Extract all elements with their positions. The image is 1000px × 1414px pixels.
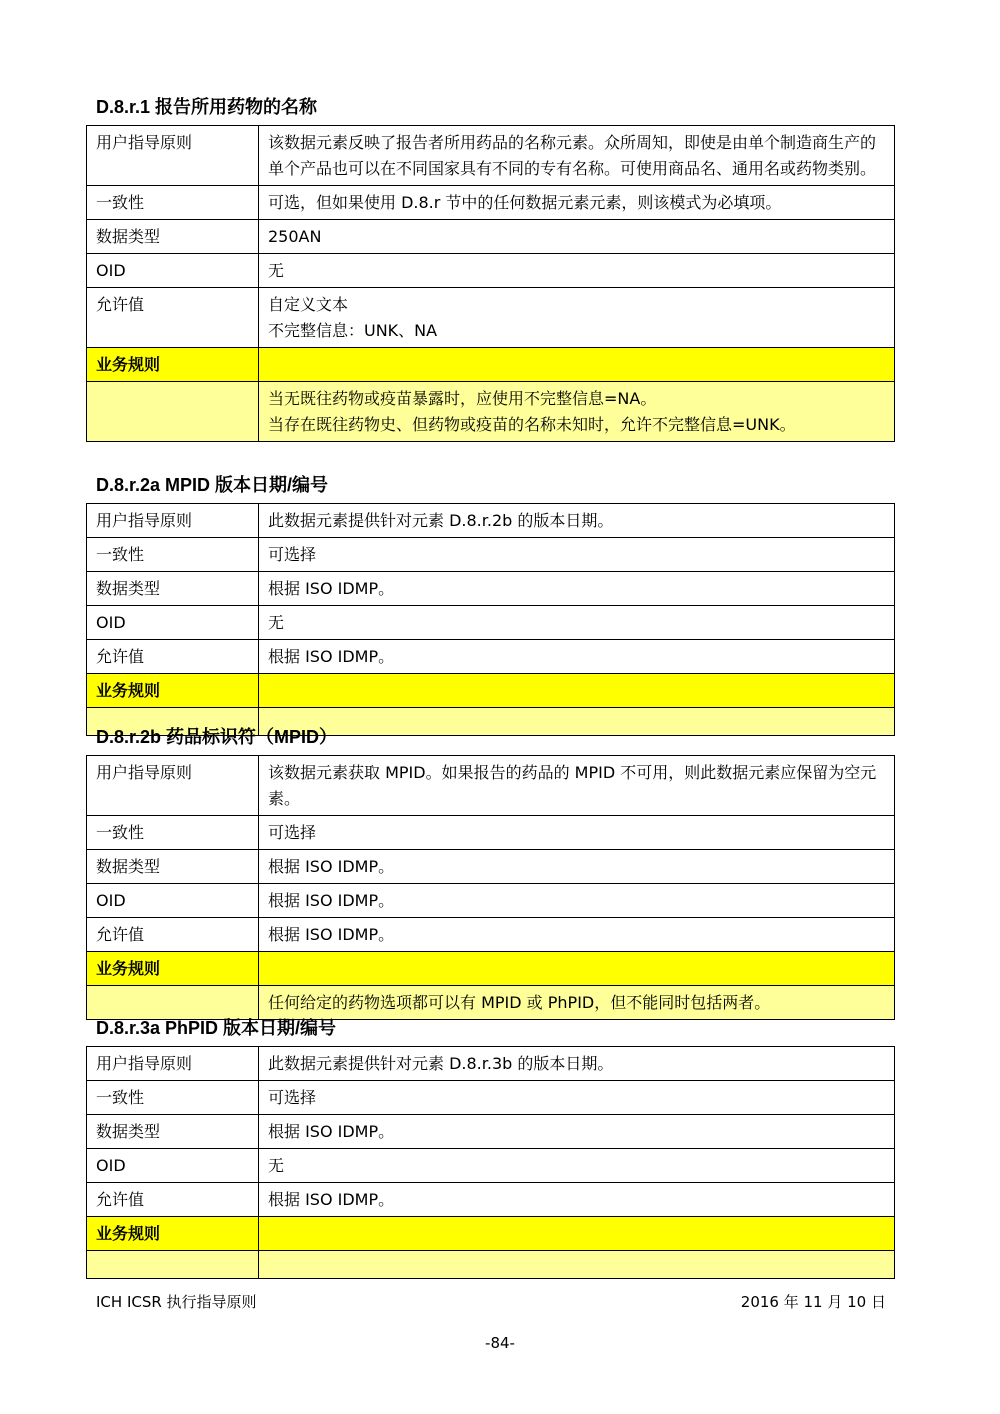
row-label: 一致性 <box>87 816 259 850</box>
spec-table <box>86 1046 895 1279</box>
business-rules-text <box>259 382 895 442</box>
business-rules-label: 业务规则 <box>87 674 259 708</box>
row-value: 此数据元素提供针对元素 D.8.r.3b 的版本日期。 <box>259 1047 895 1081</box>
business-rules-header-empty <box>259 674 895 708</box>
table-row <box>87 1183 895 1217</box>
row-value: 根据 ISO IDMP。 <box>259 640 895 674</box>
row-label: OID <box>87 254 259 288</box>
business-rules-label: 业务规则 <box>87 952 259 986</box>
row-value: 根据 ISO IDMP。 <box>259 572 895 606</box>
row-label: 用户指导原则 <box>87 504 259 538</box>
section-title: D.8.r.2a MPID 版本日期/编号 <box>96 475 329 495</box>
value-line: 不完整信息：UNK、NA <box>268 321 438 340</box>
table-row <box>87 572 895 606</box>
footer-document-title: ICH ICSR 执行指导原则 <box>96 1293 257 1311</box>
table-row <box>87 606 895 640</box>
row-value: 可选择 <box>259 1081 895 1115</box>
table-row <box>87 288 895 348</box>
row-value <box>259 288 895 348</box>
row-value: 根据 ISO IDMP。 <box>259 850 895 884</box>
row-label: 数据类型 <box>87 220 259 254</box>
table-row <box>87 850 895 884</box>
row-value <box>259 254 895 288</box>
table-row <box>87 126 895 186</box>
business-rules-header-row <box>87 674 895 708</box>
row-value: 无 <box>259 606 895 640</box>
value-line: 250AN <box>268 227 322 246</box>
section-title: D.8.r.2b 药品标识符（MPID） <box>96 727 338 747</box>
table-row <box>87 504 895 538</box>
business-rules-header-row <box>87 952 895 986</box>
table-row <box>87 884 895 918</box>
row-value: 无 <box>259 1149 895 1183</box>
row-label: 一致性 <box>87 1081 259 1115</box>
row-value: 根据 ISO IDMP。 <box>259 1183 895 1217</box>
row-label: 允许值 <box>87 918 259 952</box>
row-value: 可选择 <box>259 538 895 572</box>
value-line: 该数据元素反映了报告者所用药品的名称元素。众所周知，即使是由单个制造商生产的单个产品也可以在不同国家具有不同的专有名称。可使用商品名、通用名或药物类别。 <box>268 133 877 178</box>
spec-table <box>86 125 895 442</box>
row-value <box>259 126 895 186</box>
business-rules-header-row <box>87 348 895 382</box>
table-row <box>87 254 895 288</box>
section-d8r2a <box>86 473 895 736</box>
table-row <box>87 816 895 850</box>
section-title: D.8.r.1 报告所用药物的名称 <box>96 97 318 117</box>
footer-date: 2016 年 11 月 10 日 <box>740 1293 886 1311</box>
row-label: 数据类型 <box>87 850 259 884</box>
row-value <box>259 186 895 220</box>
row-value: 可选择 <box>259 816 895 850</box>
row-label: 用户指导原则 <box>87 1047 259 1081</box>
table-row <box>87 186 895 220</box>
table-row <box>87 756 895 816</box>
section-d8r1 <box>86 95 895 442</box>
value-line: 可选，但如果使用 D.8.r 节中的任何数据元素元素，则该模式为必填项。 <box>268 193 782 212</box>
table-row <box>87 1047 895 1081</box>
row-value <box>259 220 895 254</box>
row-label: 数据类型 <box>87 1115 259 1149</box>
business-rules-header-empty <box>259 952 895 986</box>
value-line: 无 <box>268 261 285 280</box>
row-value: 该数据元素获取 MPID。如果报告的药品的 MPID 不可用，则此数据元素应保留为空元素。 <box>259 756 895 816</box>
section-d8r2b <box>86 725 895 1020</box>
business-rules-row <box>87 1251 895 1279</box>
value-line: 自定义文本 <box>268 295 349 314</box>
business-rules-label: 业务规则 <box>87 1217 259 1251</box>
row-label: 用户指导原则 <box>87 756 259 816</box>
business-rules-text <box>259 1251 895 1279</box>
table-row <box>87 1115 895 1149</box>
business-rules-row <box>87 986 895 1020</box>
business-rules-header-empty <box>259 1217 895 1251</box>
row-label: 允许值 <box>87 288 259 348</box>
rule-line: 当无既往药物或疫苗暴露时，应使用不完整信息=NA。 <box>268 389 657 408</box>
table-row <box>87 1081 895 1115</box>
table-row <box>87 220 895 254</box>
spec-table <box>86 755 895 1020</box>
table-row <box>87 1149 895 1183</box>
row-value: 此数据元素提供针对元素 D.8.r.2b 的版本日期。 <box>259 504 895 538</box>
row-label: OID <box>87 1149 259 1183</box>
business-rules-header-row <box>87 1217 895 1251</box>
row-label: OID <box>87 884 259 918</box>
business-rules-blank <box>87 1251 259 1279</box>
business-rules-blank <box>87 986 259 1020</box>
row-label: 一致性 <box>87 538 259 572</box>
row-label: 一致性 <box>87 186 259 220</box>
business-rules-blank <box>87 382 259 442</box>
section-title: D.8.r.3a PhPID 版本日期/编号 <box>96 1018 337 1038</box>
table-row <box>87 918 895 952</box>
table-row <box>87 538 895 572</box>
section-d8r3a <box>86 1016 895 1279</box>
row-value: 根据 ISO IDMP。 <box>259 1115 895 1149</box>
row-label: 数据类型 <box>87 572 259 606</box>
row-value: 根据 ISO IDMP。 <box>259 884 895 918</box>
business-rules-label: 业务规则 <box>87 348 259 382</box>
business-rules-text: 任何给定的药物选项都可以有 MPID 或 PhPID，但不能同时包括两者。 <box>259 986 895 1020</box>
row-label: OID <box>87 606 259 640</box>
rule-line: 当存在既往药物史、但药物或疫苗的名称未知时，允许不完整信息=UNK。 <box>268 415 796 434</box>
row-label: 允许值 <box>87 1183 259 1217</box>
row-value: 根据 ISO IDMP。 <box>259 918 895 952</box>
row-label: 允许值 <box>87 640 259 674</box>
spec-table <box>86 503 895 736</box>
page-number: -84- <box>485 1334 515 1352</box>
table-row <box>87 640 895 674</box>
business-rules-header-empty <box>259 348 895 382</box>
business-rules-row <box>87 382 895 442</box>
row-label: 用户指导原则 <box>87 126 259 186</box>
